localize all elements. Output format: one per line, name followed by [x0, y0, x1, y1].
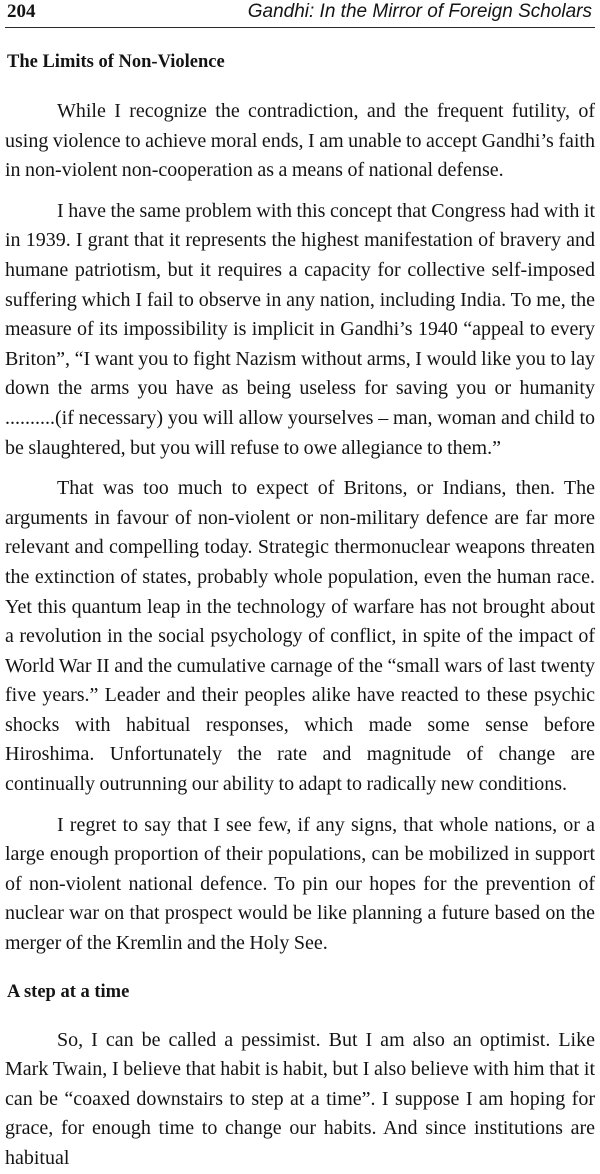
- running-header: [5, 3, 595, 28]
- paragraph: I have the same problem with this concept that Congress had with it in 1939. I grant that it represents the highest manifestation of bravery and humane patriotism, but it requires a capacity for collective self-imposed suffering which I fail to observe in any nation, including India. To me, the measure of its impossibility is implicit in Gandhi’s 1940 “appeal to every Briton”, “I want you to fight Nazism without arms, I would like you to lay down the arms you have as being useless for saving you or humanity ..........(if necessary) you will allow yourselves – man, woman and child to be slaughtered, but you will refuse to owe allegiance to them.”: [5, 199, 595, 459]
- running-title: Gandhi: In the Mirror of Foreign Scholars: [247, 1, 592, 22]
- section-heading-a-step-at-a-time: A step at a time: [7, 981, 130, 1002]
- section-heading-limits-of-non-violence: The Limits of Non-Violence: [7, 52, 225, 72]
- paragraph: So, I can be called a pessimist. But I am also an optimist. Like Mark Twain, I believe that habit is habit, but I also believe with him that it can be “coaxed downstairs to step at a time”. I suppose I am hoping for grace, for enough time to change our habits. And since institutions are habitual: [5, 1028, 595, 1169]
- paragraph: That was too much to expect of Britons, or Indians, then. The arguments in favour of non-violent or non-military defence are far more relevant and compelling today. Strategic thermonuclear weapons threaten the extinction of states, probably whole population, even the human race. Yet this quantum leap in the technology of warfare has not brought about a revolution in the social psychology of conflict, in spite of the impact of World War II and the cumulative carnage of the “small wars of last twenty five years.” Leader and their peoples alike have reacted to these psychic shocks with habitual responses, which made some sense before Hiroshima. Unfortunately the rate and magnitude of change are continually outrunning our ability to adapt to radically new conditions.: [5, 477, 595, 796]
- paragraph: I regret to say that I see few, if any signs, that whole nations, or a large enough proportion of their populations, can be mobilized in support of non-violent national defence. To pin our hopes for the prevention of nuclear war on that prospect would be like planning a future based on the merger of the Kremlin and the Holy See.: [5, 813, 595, 955]
- page-number: 204: [7, 1, 36, 22]
- paragraph: While I recognize the contradiction, and the frequent futility, of using violence to achieve moral ends, I am unable to accept Gandhi’s faith in non-violent non-cooperation as a means of national defense.: [5, 100, 595, 182]
